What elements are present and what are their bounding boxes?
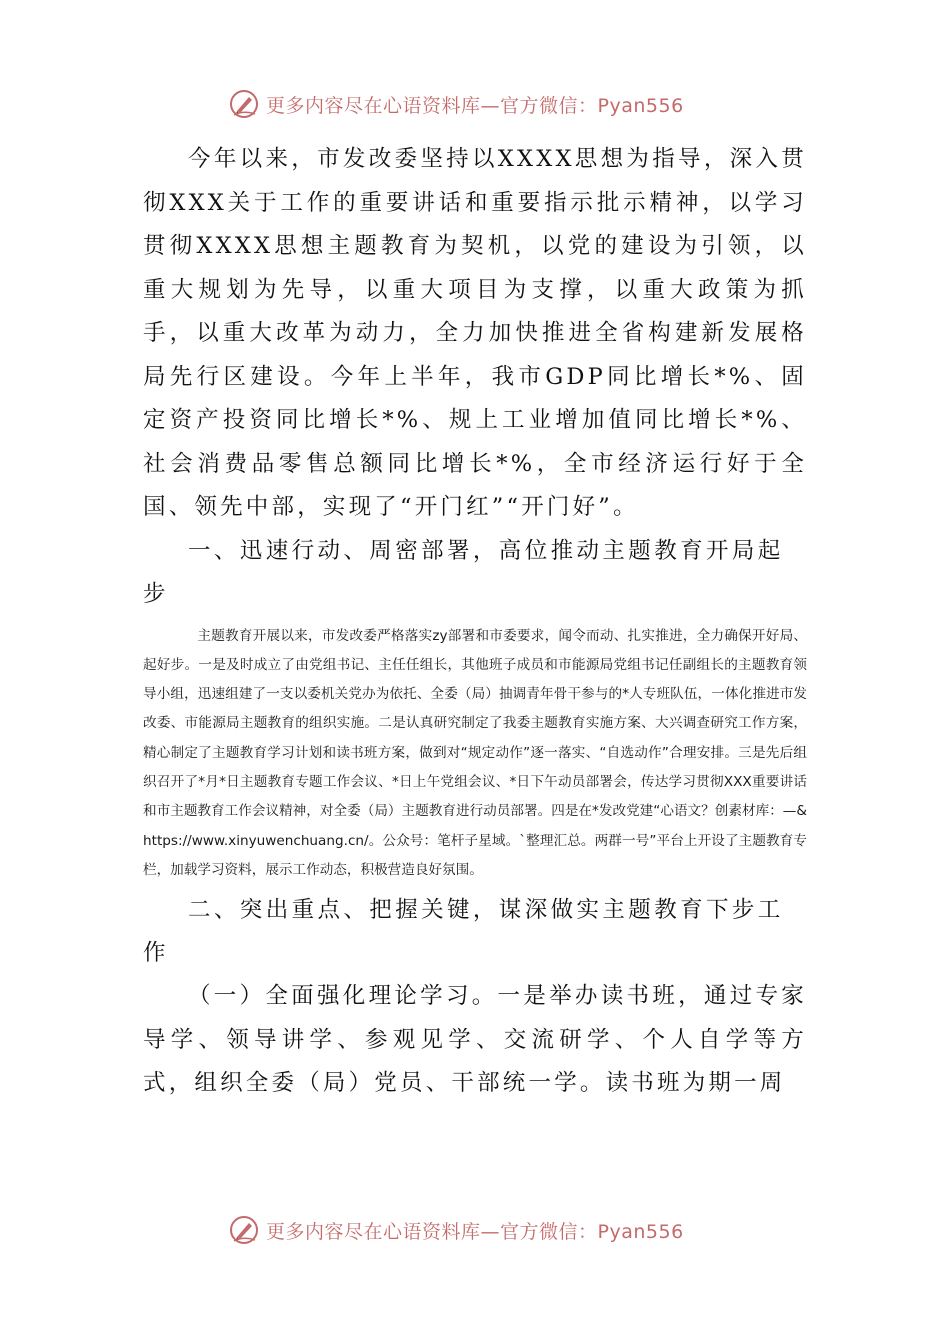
pen-logo-icon — [228, 1214, 260, 1246]
section-1-heading: 一、迅速行动、周密部署，高位推动主题教育开局起步 — [143, 537, 784, 607]
intro-paragraph: 今年以来，市发改委坚持以XXXX思想为指导，深入贯彻XXX关于工作的重要讲话和重要指示批示精神，以学习贯彻XXXX思想主题教育为契机，以党的建设为引领，以重大规划为先导，以重大项目为支撑，以重大政策为抓手，以重大改革为动力，全力加快推进全省构建新发展格局先行区建设。今年上半年，我市GDP同比增长*%、固定资产投资同比增长*%、规上工业增加值同比增长*%、社会消费品零售总额同比增长*%，全市经济运行好于全国、领先中部，实现了“开门红”“开门好”。 — [143, 146, 807, 520]
footer-watermark-banner — [228, 1210, 728, 1250]
section-2-body: （一）全面强化理论学习。一是举办读书班，通过专家导学、领导讲学、参观见学、交流研学、个人自学等方式，组织全委（局）党员、干部统一学。读书班为期一周 — [143, 983, 807, 1097]
pen-logo-icon — [228, 88, 260, 120]
footer-watermark-text: 更多内容尽在心语资料库—官方微信：Pyan556 — [266, 1220, 684, 1243]
section-2-heading: 二、突出重点、把握关键，谋深做实主题教育下步工作 — [143, 897, 784, 967]
section-1-body: 主题教育开展以来，市发改委严格落实zy部署和市委要求，闻令而动、扎实推进，全力确保开好局、起好步。一是及时成立了由党组书记、主任任组长，其他班子成员和市能源局党组书记任副组长的主题教育领导小组，迅速组建了一支以委机关党办为依托、全委（局）抽调青年骨干参与的*人专班队伍，一体化推进市发改委、市能源局主题教育的组织实施。二是认真研究制定了我委主题教育实施方案、大兴调查研究工作方案，精心制定了主题教育学习计划和读书班方案，做到对“规定动作”逐一落实、“自选动作”合理安排。三是先后组织召开了*月*日主题教育专题工作会议、*日上午党组会议、*日下午动员部署会，传达学习贯彻XXX重要讲话和市主题教育工作会议精神，对全委（局）主题教育进行动员部署。四是在*发改党建“心语文？创素材库：—&https://www.xinyuwenchuang.cn/。公众号：笔杆子星域。`整理汇总。两群一号”平台上开设了主题教育专栏，加载学习资料，展示工作动态，积极营造良好氛围。 — [143, 627, 807, 878]
header-watermark-banner — [228, 84, 728, 124]
document-body — [143, 138, 807, 1106]
header-watermark-text: 更多内容尽在心语资料库—官方微信：Pyan556 — [266, 94, 684, 117]
